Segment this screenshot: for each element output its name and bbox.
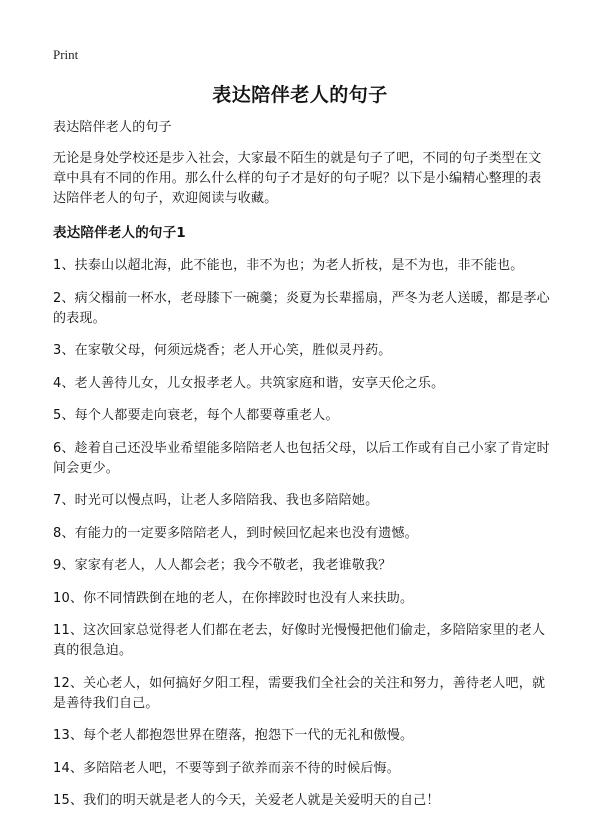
article-subtitle: 表达陪伴老人的句子 (53, 120, 172, 135)
list-item: 5、每个人都要走向衰老，每个人都要尊重老人。 (53, 408, 339, 423)
article-body (53, 118, 551, 824)
section-heading: 表达陪伴老人的句子1 (53, 225, 186, 241)
list-item: 13、每个老人都抱怨世界在堕落，抱怨下一代的无礼和傲慢。 (53, 728, 414, 743)
list-item: 3、在家敬父母，何须远烧香；老人开心笑，胜似灵丹药。 (53, 343, 392, 358)
list-item: 10、你不同情跌倒在地的老人，在你摔跤时也没有人来扶助。 (53, 590, 414, 606)
list-item: 14、多陪陪老人吧，不要等到子欲养而亲不待的时候后悔。 (53, 760, 400, 776)
list-item: 2、病父榻前一杯水，老母膝下一碗羹；炎夏为长辈摇扇，严冬为老人送暖，都是孝心的表现。 (53, 290, 550, 326)
list-item: 7、时光可以慢点吗，让老人多陪陪我、我也多陪陪她。 (53, 493, 379, 508)
page-title: 表达陪伴老人的句子 (212, 84, 388, 106)
list-item: 8、有能力的一定要多陪陪老人，到时候回忆起来也没有遗憾。 (53, 525, 418, 541)
print-link[interactable]: Print (53, 47, 79, 62)
list-item: 11、这次回家总觉得老人们都在老去，好像时光慢慢把他们偷走，多陪陪家里的老人真的很急迫。 (53, 623, 546, 658)
intro-paragraph: 无论是身处学校还是步入社会，大家最不陌生的就是句子了吧，不同的句子类型在文章中具有不同的作用。那么什么样的句子才是好的句子呢？以下是小编精心整理的表达陪伴老人的句子，欢迎阅读与收藏。 (53, 151, 542, 206)
list-item: 15、我们的明天就是老人的今天，关爱老人就是关爱明天的自己！ (53, 793, 440, 808)
list-item: 12、关心老人，如何搞好夕阳工程，需要我们全社会的关注和努力，善待老人吧，就是善待我们自己。 (53, 675, 546, 711)
list-item: 1、扶泰山以超北海，此不能也，非不为也；为老人折枝，是不为也，非不能也。 (53, 258, 524, 273)
list-item: 9、家家有老人，人人都会老；我今不敬老，我老谁敬我？ (53, 558, 392, 573)
list-item: 6、趁着自己还没毕业希望能多陪陪老人也包括父母，以后工作或有自己小家了肯定时间会更少。 (53, 440, 550, 476)
list-item: 4、老人善待儿女，儿女报孝老人。共筑家庭和谐，安享天伦之乐。 (53, 375, 445, 391)
